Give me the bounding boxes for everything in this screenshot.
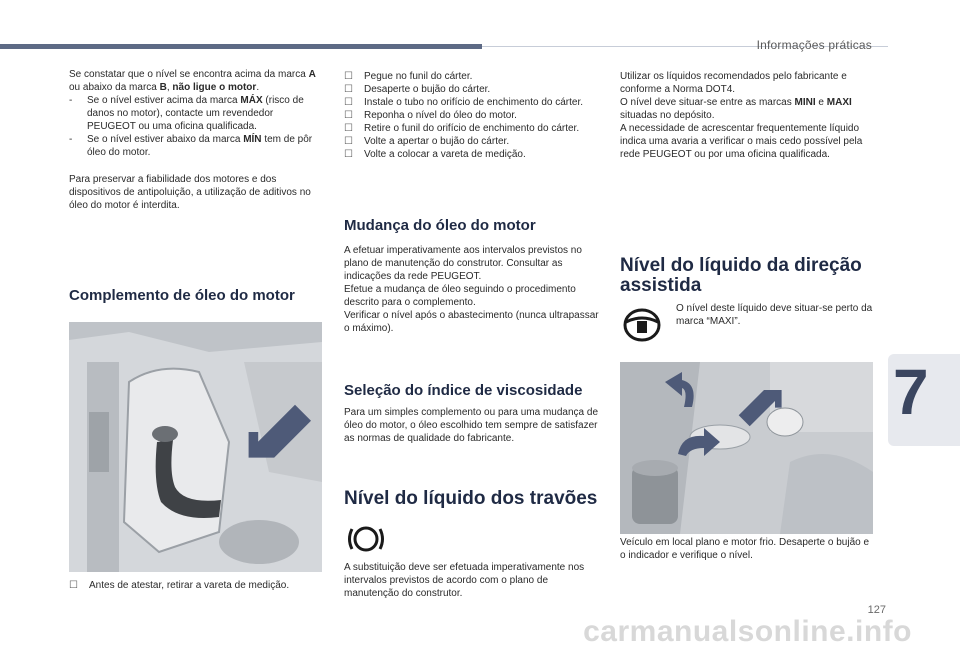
paragraph: A necessidade de acrescentar frequentemente líquido indica uma avaria a verificar o mais cedo possível pela rede PEUGEOT ou por uma oficina qualificada.	[620, 123, 863, 160]
checklist-item: ☐ Retire o funil do orifício de enchimento do cárter.	[344, 122, 600, 135]
paragraph: Verificar o nível após o abastecimento (nunca ultrapassar o máximo).	[344, 310, 599, 334]
power-steering-text: O nível deste líquido deve situar-se perto da marca “MAXI”.	[676, 303, 873, 327]
checklist-item: ☐ Desaperte o bujão do cárter.	[344, 83, 600, 96]
list-item: - Se o nível estiver abaixo da marca MÍN tem de pôr óleo do motor.	[69, 134, 313, 158]
oil-level-warning: Se constatar que o nível se encontra acima da marca A ou abaixo da marca B, não ligue o motor.	[69, 69, 316, 93]
chapter-number: 7	[893, 356, 929, 428]
column-2	[344, 70, 600, 161]
section-title: Informações práticas	[756, 38, 872, 52]
paragraph: O nível deve situar-se entre as marcas MINI e MAXI situadas no depósito.	[620, 97, 852, 121]
column-1	[69, 68, 321, 212]
checklist-item-remove-dipstick: ☐ Antes de atestar, retirar a vareta de medição.	[69, 579, 341, 592]
heading-brake-fluid: Nível do líquido dos travões	[344, 488, 598, 509]
heading-power-steering: Nível do líquido da direção assistida	[620, 255, 862, 296]
photo-caption: Veículo em local plano e motor frio. Desaperte o bujão e o indicador e verifique o nível.	[620, 537, 870, 561]
checklist-item: ☐ Reponha o nível do óleo do motor.	[344, 109, 600, 122]
checklist-item: ☐ Volte a colocar a vareta de medição.	[344, 148, 600, 161]
heading-viscosity: Seleção do índice de viscosidade	[344, 382, 583, 399]
brake-fluid-text: A substituição deve ser efetuada imperativamente nos intervalos previstos de acordo com o plano de manutenção do construtor.	[344, 562, 585, 599]
checklist-item: ☐ Instale o tubo no orifício de enchimento do cárter.	[344, 96, 600, 109]
checklist-item: ☐ Pegue no funil do cárter.	[344, 70, 600, 83]
power-steering-reservoir-photo	[620, 362, 873, 534]
paragraph: Efetue a mudança de óleo seguindo o procedimento descrito para o complemento.	[344, 284, 576, 308]
engine-oil-filler-photo	[69, 322, 322, 572]
oil-change-text	[344, 244, 600, 335]
paragraph: Utilizar os líquidos recomendados pelo fabricante e conforme a Norma DOT4.	[620, 71, 847, 95]
steering-wheel-icon	[620, 304, 664, 346]
paragraph: A efetuar imperativamente aos intervalos previstos no plano de manutenção do construtor. Consultar as indicações da rede PEUGEOT.	[344, 245, 582, 282]
column-3	[620, 70, 876, 161]
heading-oil-topup: Complemento de óleo do motor	[69, 287, 295, 304]
watermark: carmanualsonline.info	[583, 615, 912, 648]
checklist-item: ☐ Volte a apertar o bujão do cárter.	[344, 135, 600, 148]
brake-warning-icon	[344, 520, 388, 558]
heading-oil-change: Mudança do óleo do motor	[344, 217, 536, 234]
additives-paragraph: Para preservar a fiabilidade dos motores e dos dispositivos de antipoluição, a utilização de aditivos no óleo do motor é interdita.	[69, 174, 311, 211]
header-bar	[0, 44, 482, 49]
list-item: - Se o nível estiver acima da marca MÁX (risco de danos no motor), contacte um revendedor PEUGEOT ou uma oficina qualificada.	[69, 95, 304, 132]
viscosity-text: Para um simples complemento ou para uma mudança de óleo do motor, o óleo escolhido tem sempre de satisfazer as normas de qualidade do fabricante.	[344, 407, 599, 444]
page-number: 127	[867, 604, 886, 616]
